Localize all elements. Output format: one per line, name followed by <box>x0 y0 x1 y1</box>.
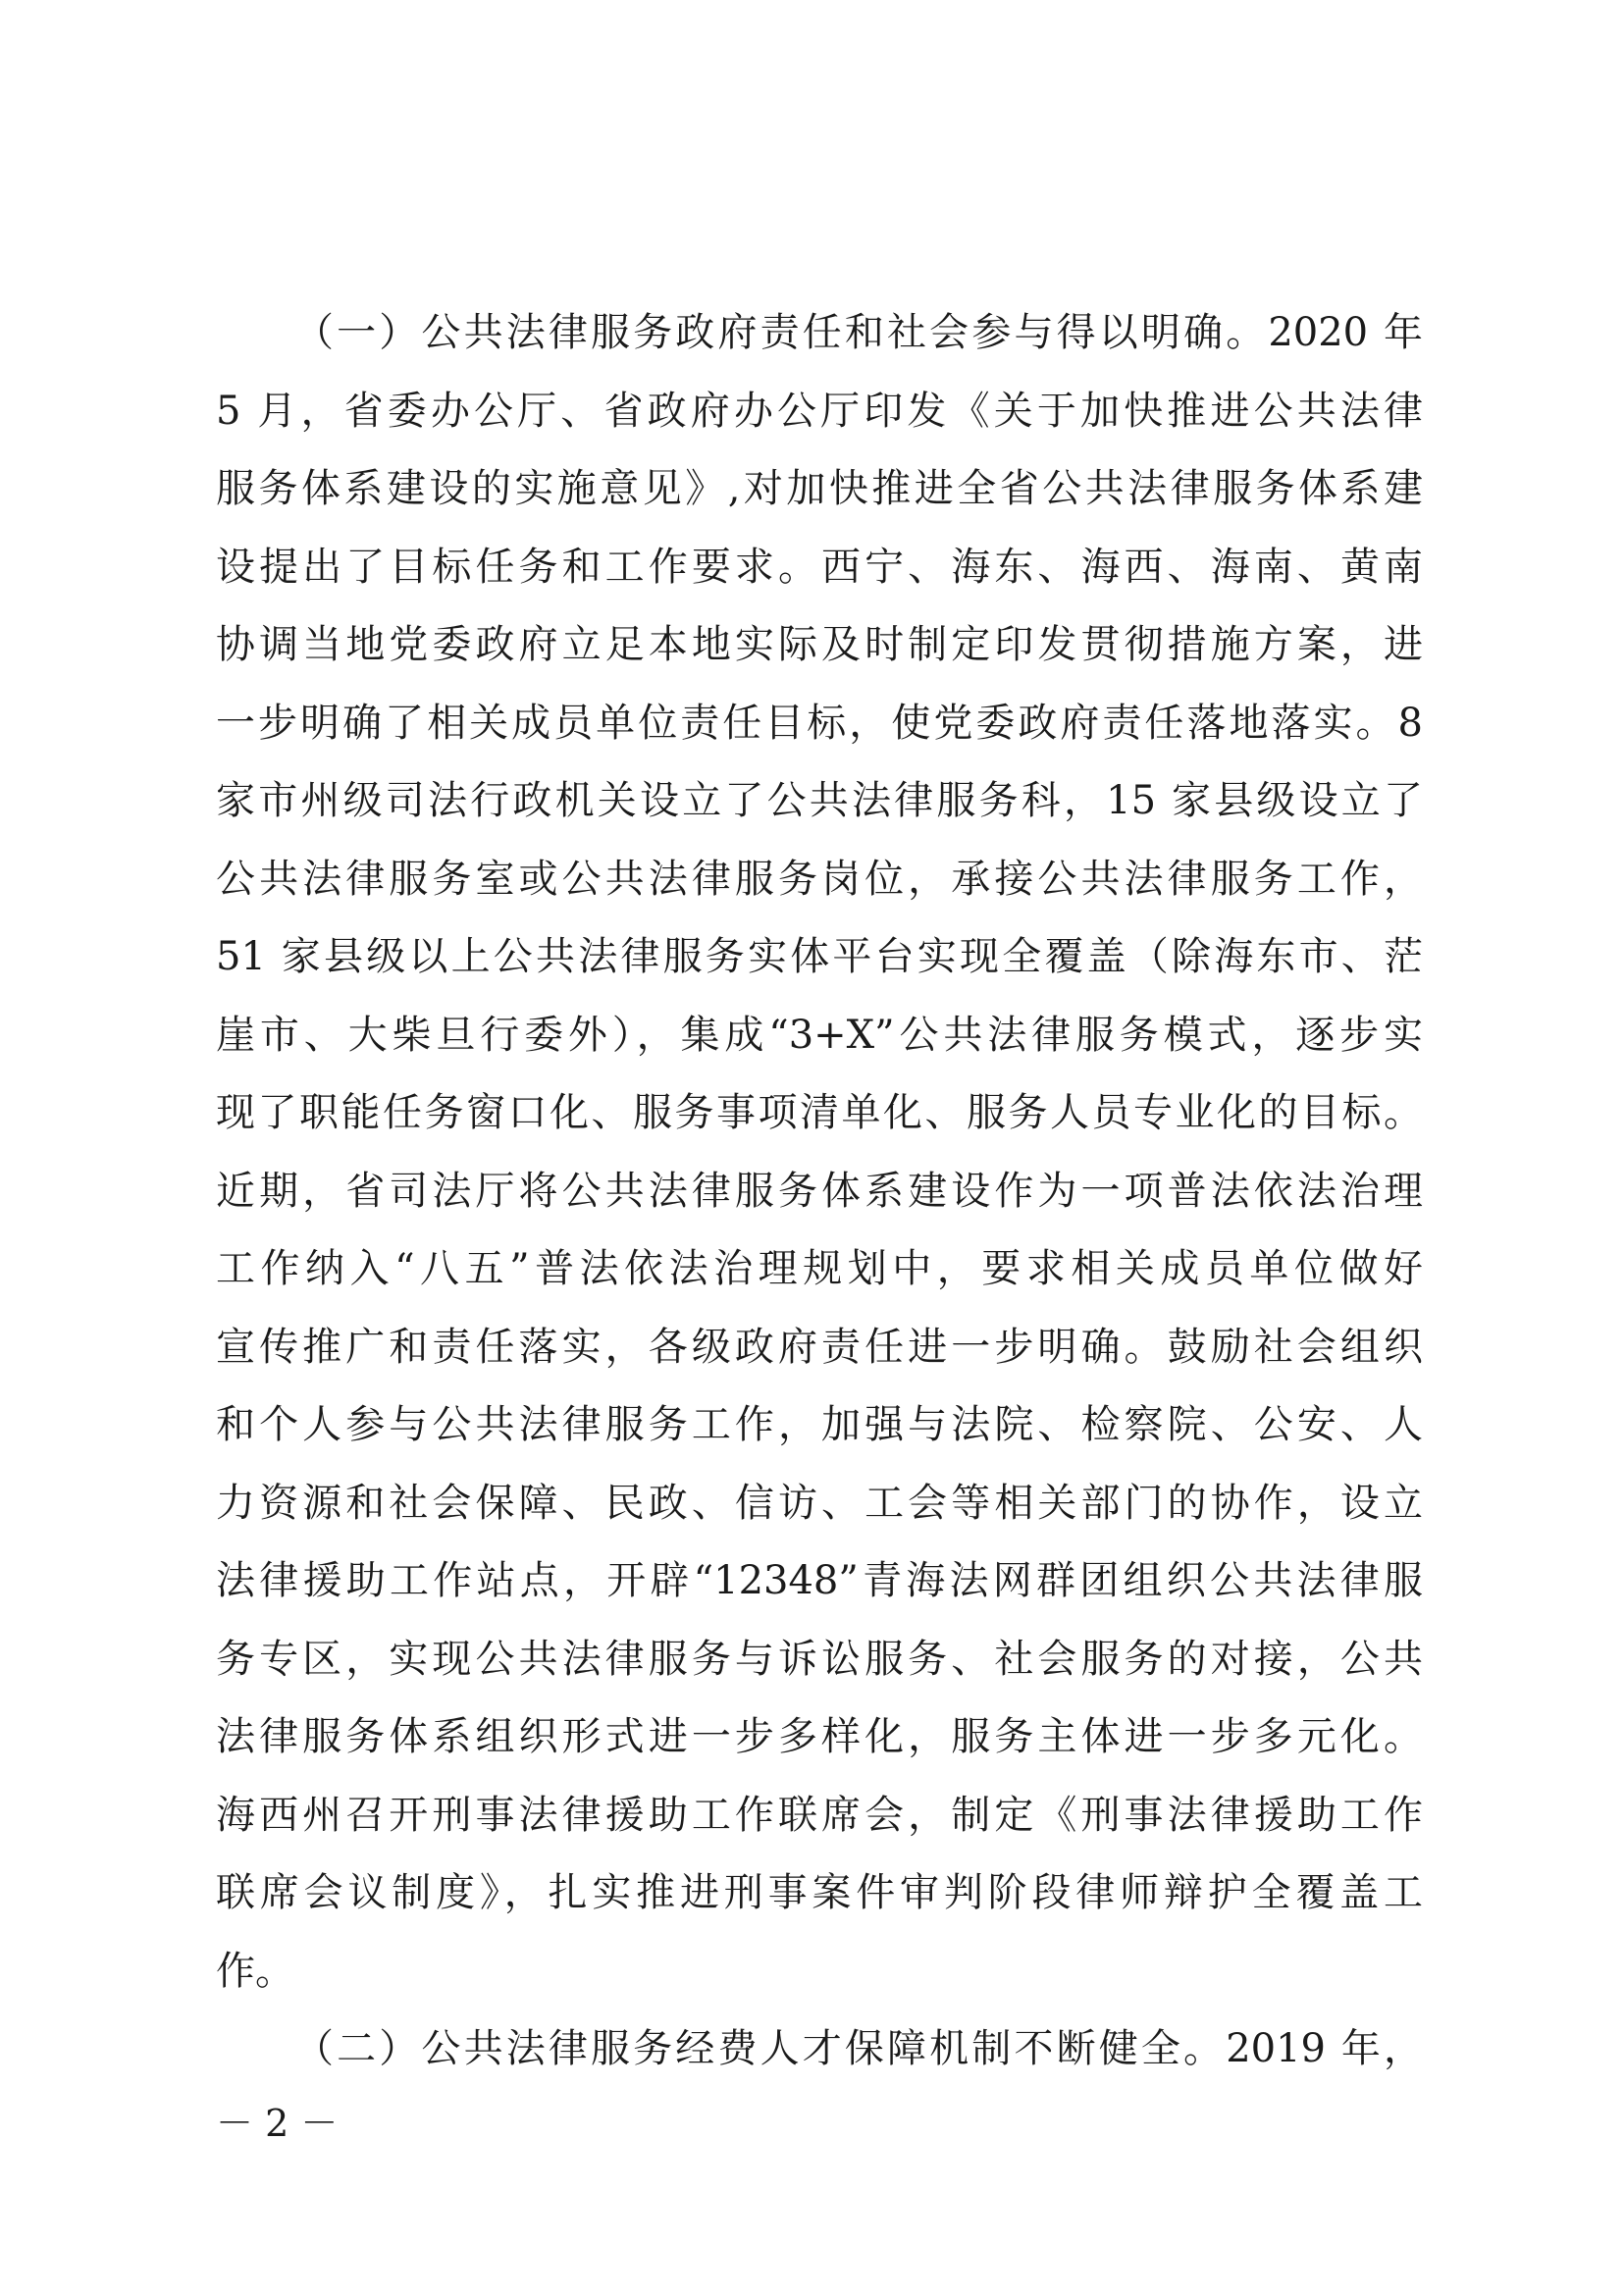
text-line: 协调当地党委政府立足本地实际及时制定印发贯彻措施方案，进 <box>216 622 1423 667</box>
text-line: 设提出了目标任务和工作要求。西宁、海东、海西、海南、黄南 <box>216 544 1423 590</box>
text-line: 家市州级司法行政机关设立了公共法律服务科，15 家县级设立了 <box>216 778 1423 823</box>
text-line: 工作纳入“八五”普法依法治理规划中，要求相关成员单位做好 <box>216 1246 1423 1291</box>
paragraph-public-legal-service-responsibility <box>216 294 1423 2010</box>
paragraph-funding-talent-guarantee <box>216 2010 1423 2089</box>
text-line: 现了职能任务窗口化、服务事项清单化、服务人员专业化的目标。 <box>216 1090 1423 1135</box>
text-line: （一）公共法律服务政府责任和社会参与得以明确。2020 年 <box>294 310 1423 355</box>
text-line: 宣传推广和责任落实，各级政府责任进一步明确。鼓励社会组织 <box>216 1324 1423 1370</box>
text-line: 法律服务体系组织形式进一步多样化，服务主体进一步多元化。 <box>216 1714 1423 1759</box>
body-text <box>216 294 1423 2089</box>
page-number: － 2 － <box>216 2102 339 2145</box>
text-line: 法律援助工作站点，开辟“12348”青海法网群团组织公共法律服 <box>216 1558 1423 1603</box>
text-line: 服务体系建设的实施意见》,对加快推进全省公共法律服务体系建 <box>216 466 1423 511</box>
text-line: 一步明确了相关成员单位责任目标，使党委政府责任落地落实。8 <box>216 700 1423 746</box>
text-line: 和个人参与公共法律服务工作，加强与法院、检察院、公安、人 <box>216 1402 1423 1447</box>
text-line: 崖市、大柴旦行委外），集成“3+X”公共法律服务模式，逐步实 <box>216 1012 1423 1058</box>
text-line: （二）公共法律服务经费人才保障机制不断健全。2019 年， <box>294 2026 1423 2071</box>
text-line: 海西州召开刑事法律援助工作联席会，制定《刑事法律援助工作 <box>216 1792 1423 1838</box>
text-line: 公共法律服务室或公共法律服务岗位，承接公共法律服务工作， <box>216 856 1423 902</box>
text-line: 联席会议制度》，扎实推进刑事案件审判阶段律师辩护全覆盖工 <box>216 1870 1423 1915</box>
text-line: 51 家县级以上公共法律服务实体平台实现全覆盖（除海东市、茫 <box>216 934 1423 979</box>
text-line: 作。 <box>216 1948 294 1994</box>
text-line: 力资源和社会保障、民政、信访、工会等相关部门的协作，设立 <box>216 1480 1423 1526</box>
text-line: 务专区，实现公共法律服务与诉讼服务、社会服务的对接，公共 <box>216 1636 1423 1682</box>
text-line: 近期，省司法厅将公共法律服务体系建设作为一项普法依法治理 <box>216 1168 1423 1214</box>
text-line: 5 月，省委办公厅、省政府办公厅印发《关于加快推进公共法律 <box>216 388 1423 434</box>
